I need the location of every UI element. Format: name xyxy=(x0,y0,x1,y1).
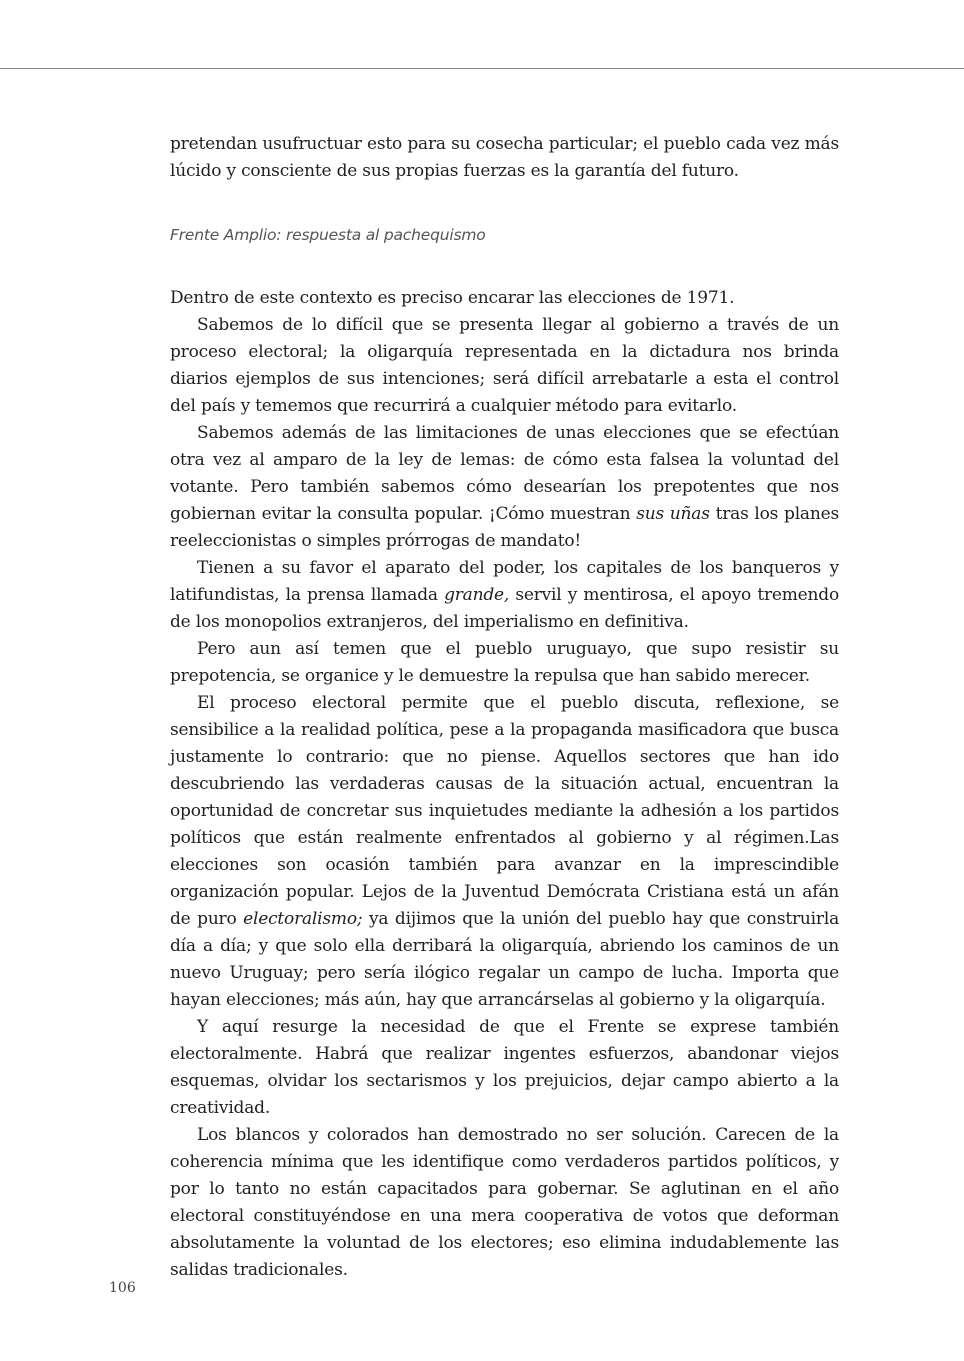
paragraph-6-text-a: El proceso electoral permite que el pueblo discuta, reflexione, se sensibilice a la realidad política, pese a la propaganda masificadora que busca justamente lo contrario: que no piense. Aquellos sectores que han ido descubriendo las verdaderas causas de la situación actual, encuentran la oportunidad de concretar sus inquietudes mediante la adhesión a los partidos políticos que están realmente enfrentados al gobierno y al régimen.Las elecciones son ocasión también para avanzar en la imprescindible organización popular. Lejos de la Juventud Demócrata Cristiana está un afán de puro xyxy=(170,693,839,929)
paragraph-4 xyxy=(170,555,839,636)
page-body xyxy=(170,131,839,1284)
paragraph-2: Sabemos de lo difícil que se presenta llegar al gobierno a través de un proceso electoral; la oligarquía representada en la dictadura nos brinda diarios ejemplos de sus intenciones; será difícil arrebatarle a esta el control del país y tememos que recurrirá a cualquier método para evitarlo. xyxy=(170,315,839,416)
paragraph-1: Dentro de este contexto es preciso encarar las elecciones de 1971. xyxy=(170,288,735,308)
paragraph-3-text-b: tras los planes reeleccionistas o simples prórrogas de mandato! xyxy=(170,504,839,551)
page-number: 106 xyxy=(109,1280,136,1296)
paragraph-6-text-b: ya dijimos que la unión del pueblo hay que construirla día a día; y que solo ella derribará la oligarquía, abriendo los caminos de un nuevo Uruguay; pero sería ilógico regalar un campo de lucha. Importa que hayan elecciones; más aún, hay que arrancárselas al gobierno y la oligarquía. xyxy=(170,909,840,1010)
paragraph-6 xyxy=(170,690,839,1014)
header-rule xyxy=(0,68,964,69)
paragraph-3 xyxy=(170,420,839,555)
paragraph-4-text-a: Tienen a su favor el aparato del poder, los capitales de los banqueros y latifundistas, la prensa llamada xyxy=(170,558,839,605)
paragraph-5: Pero aun así temen que el pueblo uruguayo, que supo resistir su prepotencia, se organice y le demuestre la repulsa que han sabido merecer. xyxy=(170,639,839,686)
paragraph-continuation: pretendan usufructuar esto para su cosecha particular; el pueblo cada vez más lúcido y consciente de sus propias fuerzas es la garantía del futuro. xyxy=(170,134,839,181)
paragraph-4-text-b: servil y mentirosa, el apoyo tremendo de los monopolios extranjeros, del imperialismo en definitiva. xyxy=(170,585,839,632)
paragraph-4-emphasis: grande, xyxy=(444,585,510,605)
section-heading: Frente Amplio: respuesta al pachequismo xyxy=(170,226,486,244)
paragraph-3-text-a: Sabemos además de las limitaciones de unas elecciones que se efectúan otra vez al amparo de la ley de lemas: de cómo esta falsea la voluntad del votante. Pero también sabemos cómo desearían los prepotentes que nos gobiernan evitar la consulta popular. ¡Cómo muestran xyxy=(170,423,839,524)
paragraph-8: Los blancos y colorados han demostrado no ser solución. Carecen de la coherencia mínima que les identifique como verdaderos partidos políticos, y por lo tanto no están capacitados para gobernar. Se aglutinan en el año electoral constituyéndose en una mera cooperativa de votos que deforman absolutamente la voluntad de los electores; eso elimina indudablemente las salidas tradicionales. xyxy=(170,1125,839,1280)
paragraph-7: Y aquí resurge la necesidad de que el Frente se exprese también electoralmente. Habrá que realizar ingentes esfuerzos, abandonar viejos esquemas, olvidar los sectarismos y los prejuicios, dejar campo abierto a la creatividad. xyxy=(170,1017,839,1118)
paragraph-6-emphasis: electoralismo; xyxy=(243,909,363,929)
paragraph-3-emphasis: sus uñas xyxy=(636,504,710,524)
